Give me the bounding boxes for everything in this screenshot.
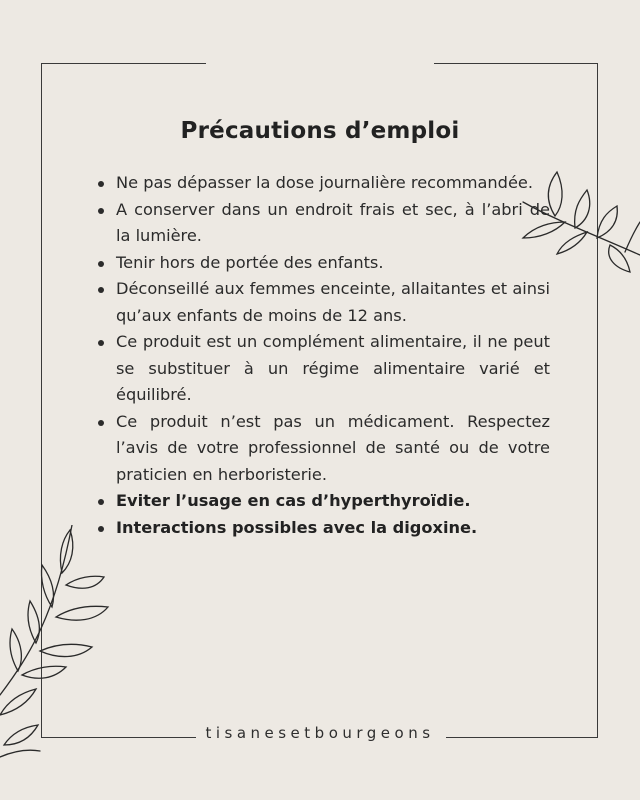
precaution-item: [94, 515, 550, 542]
precaution-item: [94, 170, 550, 197]
bullet-icon: [98, 261, 104, 267]
frame-top-right: [434, 63, 598, 64]
bullet-icon: [98, 499, 104, 505]
precaution-item: [94, 409, 550, 489]
bullet-icon: [98, 420, 104, 426]
precaution-text: Ne pas dépasser la dose journalière recommandée.: [116, 173, 534, 192]
precaution-text: Déconseillé aux femmes enceinte, allaitantes et ainsi qu’aux enfants de moins de 12 ans.: [116, 279, 550, 325]
bullet-icon: [98, 287, 104, 293]
leaf-branch-right-icon: [515, 160, 640, 285]
page-title: Précautions d’emploi: [180, 118, 460, 144]
precaution-item: [94, 250, 550, 277]
bullet-icon: [98, 340, 104, 346]
precautions-list: [94, 170, 550, 541]
precaution-item: [94, 488, 550, 515]
leaf-branch-left-icon: [0, 525, 115, 760]
precaution-text: Ce produit est un complément alimentaire, il ne peut se substituer à un régime alimentaire varié et équilibré.: [116, 332, 550, 404]
precaution-item: [94, 329, 550, 409]
precaution-text: A conserver dans un endroit frais et sec, à l’abri de la lumière.: [116, 199, 550, 245]
precaution-text: Tenir hors de portée des enfants.: [116, 252, 384, 272]
precaution-item: [94, 276, 550, 329]
precaution-text: Interactions possibles avec la digoxine.: [116, 517, 478, 537]
bullet-icon: [98, 208, 104, 214]
bullet-icon: [98, 181, 104, 187]
precaution-item: [94, 197, 550, 250]
precaution-text: Ce produit n’est pas un médicament. Respectez l’avis de votre professionnel de santé ou de votre praticien en herboristerie.: [116, 411, 550, 484]
frame-top-left: [41, 63, 206, 64]
brand-name: tisanesetbourgeons: [205, 724, 435, 742]
precaution-text: Eviter l’usage en cas d’hyperthyroïdie.: [116, 491, 471, 510]
